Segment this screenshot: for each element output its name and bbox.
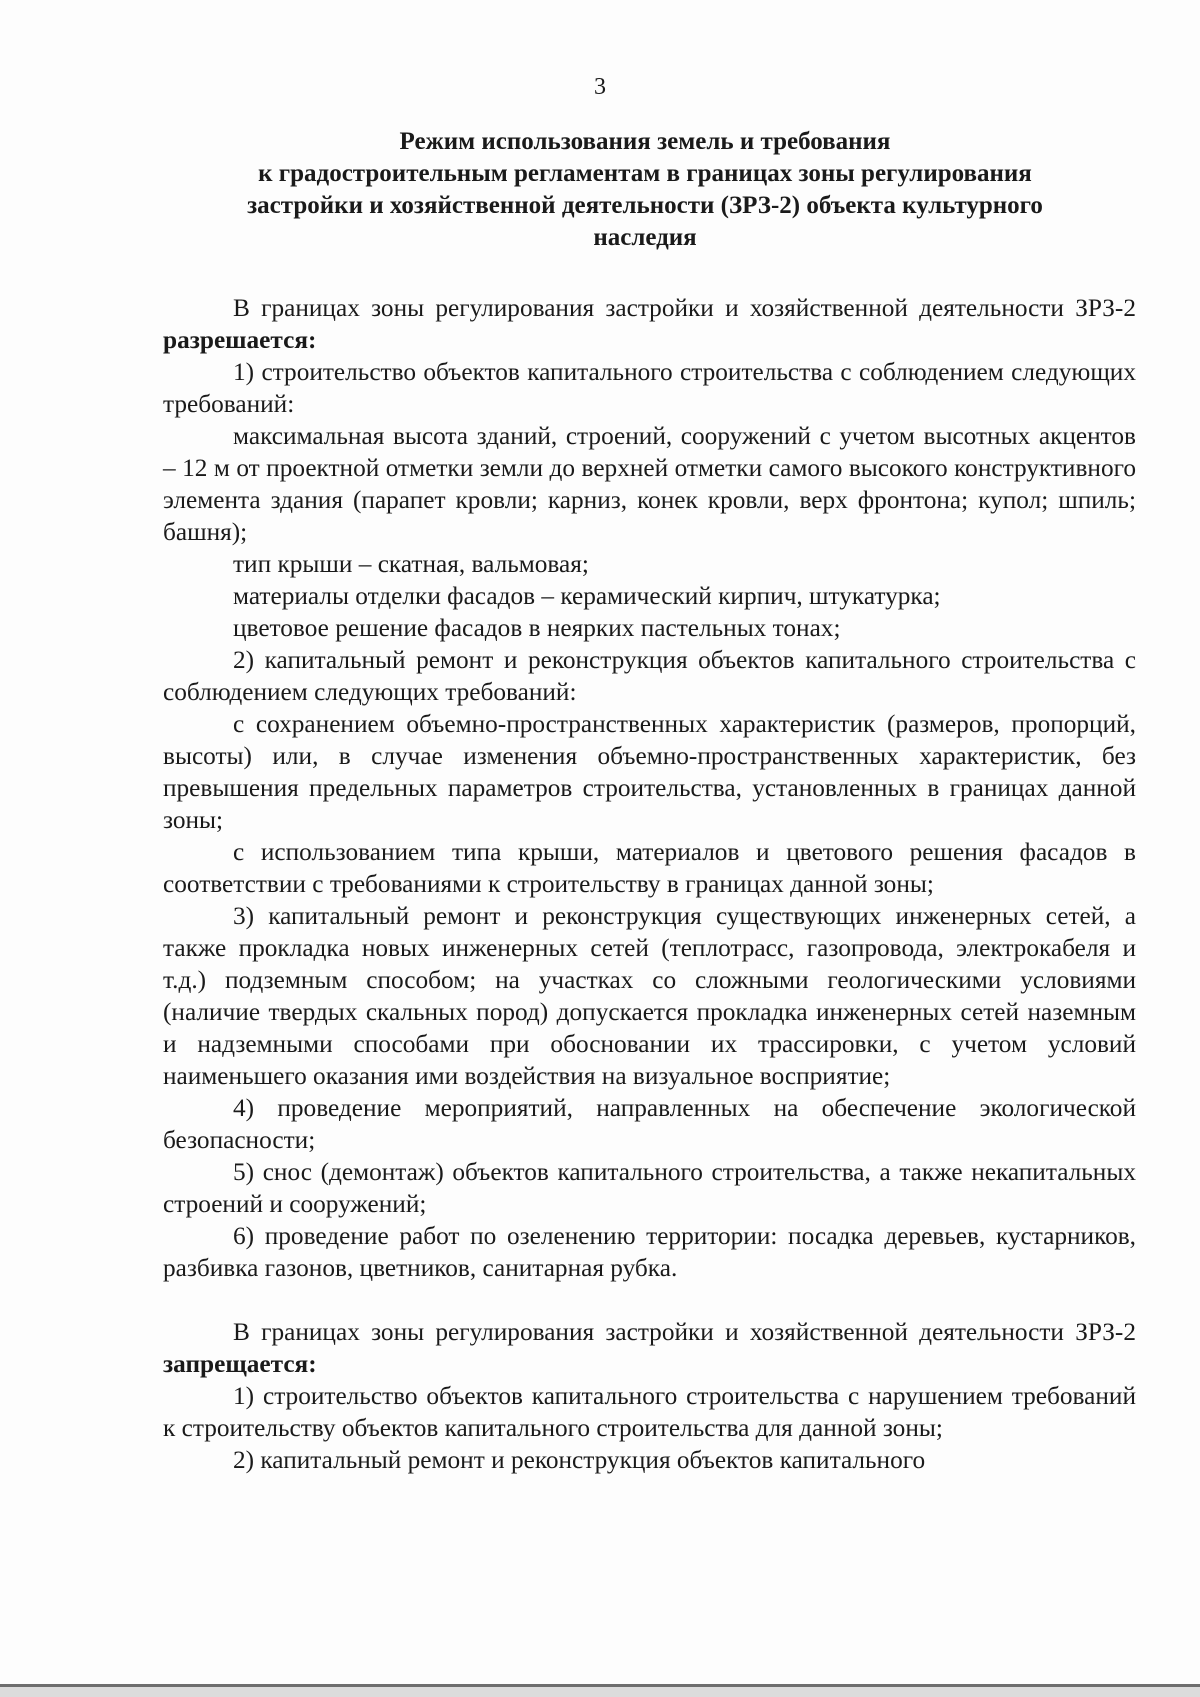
page-bottom-shadow (0, 1687, 1200, 1697)
allowed-item: 6) проведение работ по озеленению территории: посадка деревьев, кустарников, разбивка газонов, цветников, санитарная рубка. (163, 1222, 1136, 1282)
title-line-1: Режим использования земель и требования (399, 128, 891, 155)
allowed-item: с использованием типа крыши, материалов и цветового решения фасадов в соответствии с требованиями к строительству в границах данной зоны; (163, 838, 1136, 898)
allowed-item: цветовое решение фасадов в неярких пастельных тонах; (233, 614, 841, 642)
prohibited-intro-paragraph (163, 1316, 1136, 1380)
title-line-2: к градостроительным регламентам в границах зоны регулирования (258, 160, 1032, 187)
allowed-item: 2) капитальный ремонт и реконструкция объектов капитального строительства с соблюдением следующих требований: (163, 646, 1136, 706)
allowed-item: 4) проведение мероприятий, направленных на обеспечение экологической безопасности; (163, 1094, 1136, 1154)
document-title (200, 126, 1090, 254)
title-line-4: наследия (593, 224, 697, 251)
prohibited-intro-text: В границах зоны регулирования застройки и хозяйственной деятельности ЗРЗ-2 (233, 1318, 1136, 1346)
allowed-intro-text: В границах зоны регулирования застройки и хозяйственной деятельности ЗРЗ-2 (233, 294, 1136, 322)
allowed-intro-keyword: разрешается: (163, 326, 317, 354)
allowed-item: максимальная высота зданий, строений, сооружений с учетом высотных акцентов – 12 м от проектной отметки земли до верхней отметки самого высокого конструктивного элемента здания (парапет кровли; карниз, конек кровли, верх фронтона; купол; шпиль; башня); (163, 422, 1136, 546)
allowed-item: с сохранением объемно-пространственных характеристик (размеров, пропорций, высоты) или, в случае изменения объемно-пространственных характеристик, без превышения предельных параметров строительства, установленных в границах данной зоны; (163, 710, 1136, 834)
page-number: 3 (594, 74, 606, 100)
prohibited-item: 1) строительство объектов капитального строительства с нарушением требований к строительству объектов капитального строительства для данной зоны; (163, 1382, 1136, 1442)
document-body (163, 292, 1136, 1476)
allowed-item: 5) снос (демонтаж) объектов капитального строительства, а также некапитальных строений и сооружений; (163, 1158, 1136, 1218)
allowed-item: 1) строительство объектов капитального строительства с соблюдением следующих требований: (163, 358, 1136, 418)
allowed-item: тип крыши – скатная, вальмовая; (233, 550, 589, 578)
allowed-item: материалы отделки фасадов – керамический кирпич, штукатурка; (233, 582, 941, 610)
allowed-item: 3) капитальный ремонт и реконструкция существующих инженерных сетей, а также прокладка новых инженерных сетей (теплотрасс, газопровода, электрокабеля и т.д.) подземным способом; на участках со сложными геологическими условиями (наличие твердых скальных пород) допускается прокладка инженерных сетей наземным и надземными способами при обосновании их трассировки, с учетом условий наименьшего оказания ими воздействия на визуальное восприятие; (163, 902, 1136, 1090)
prohibited-intro-keyword: запрещается: (163, 1350, 317, 1378)
prohibited-item: 2) капитальный ремонт и реконструкция объектов капитального (233, 1446, 926, 1474)
title-line-3: застройки и хозяйственной деятельности (ЗРЗ-2) объекта культурного (247, 192, 1043, 219)
allowed-intro-paragraph (163, 292, 1136, 356)
